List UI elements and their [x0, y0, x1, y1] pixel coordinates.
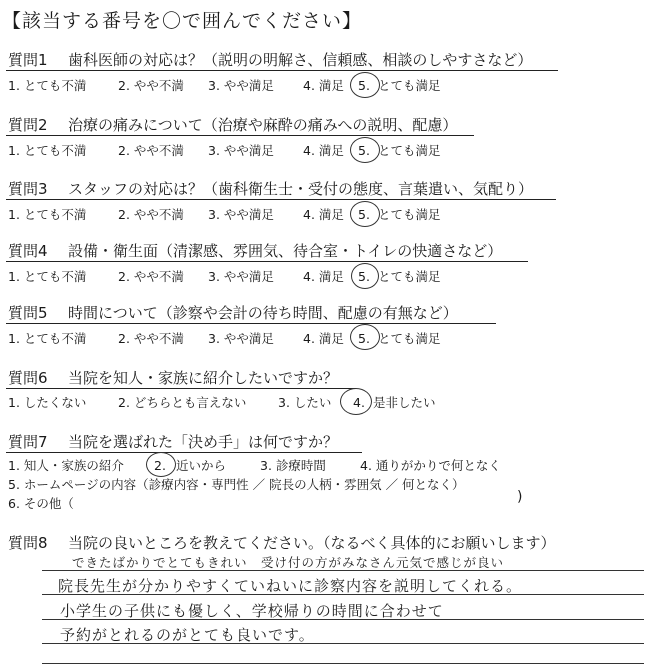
option-4[interactable]: 4. 満足	[303, 207, 344, 222]
option-6-other[interactable]: 6. その他（	[8, 496, 74, 511]
option-2[interactable]: 2. やや不満	[118, 331, 184, 346]
option-4[interactable]: 4. 満足	[303, 143, 344, 158]
option-1[interactable]: 1. とても不満	[8, 78, 87, 93]
selection-circle	[350, 201, 380, 227]
question-number: 質問4	[8, 242, 48, 260]
option-2[interactable]: 2. どちらとも言えない	[118, 395, 247, 410]
handwritten-answer-line-2: 院長先生が分かりやすくていねいに診察内容を説明してくれる。	[58, 577, 523, 595]
selection-circle	[350, 72, 380, 98]
question-underline	[6, 452, 362, 453]
handwritten-answer-line-1: できたばかりでとてもきれい 受け付の方がみなさん元気で感じが良い	[72, 555, 505, 570]
option-2[interactable]: 2. やや不満	[118, 269, 184, 284]
option-4[interactable]: 4.	[353, 395, 365, 410]
question-number: 質問7	[8, 433, 48, 451]
question-6	[8, 367, 338, 388]
question-number: 質問6	[8, 369, 48, 387]
question-number: 質問8	[8, 534, 48, 552]
option-4[interactable]: 4. 満足	[303, 269, 344, 284]
option-5[interactable]: 5.	[358, 331, 370, 346]
question-text: 当院を知人・家族に紹介したいですか？	[68, 369, 339, 387]
option-3[interactable]: 3. やや満足	[208, 143, 274, 158]
option-5[interactable]: 5.	[358, 78, 370, 93]
option-2[interactable]: 2.	[154, 458, 166, 473]
question-underline	[6, 199, 556, 200]
answer-line	[42, 663, 644, 664]
option-5-label: とても満足	[378, 78, 441, 93]
question-underline	[6, 261, 528, 262]
option-5-label: とても満足	[378, 331, 441, 346]
option-4[interactable]: 4. 満足	[303, 331, 344, 346]
option-1[interactable]: 1. とても不満	[8, 331, 87, 346]
question-8	[8, 532, 556, 553]
option-1[interactable]: 1. とても不満	[8, 143, 87, 158]
option-5-label: とても満足	[378, 207, 441, 222]
selection-circle	[146, 452, 176, 477]
option-4[interactable]: 4. 満足	[303, 78, 344, 93]
selection-circle	[350, 324, 380, 350]
option-4[interactable]: 4. 通りがかりで何となく	[360, 458, 501, 473]
question-text: 時間について（診察や会計の待ち時間、配慮の有無など）	[68, 304, 458, 322]
question-number: 質問5	[8, 304, 48, 322]
question-underline	[6, 388, 356, 389]
option-2-label: 近いから	[176, 458, 227, 473]
option-5-label: とても満足	[378, 269, 441, 284]
question-number: 質問1	[8, 51, 48, 69]
question-7	[8, 431, 338, 452]
option-1[interactable]: 1. とても不満	[8, 207, 87, 222]
question-text: 歯科医師の対応は？（説明の明解さ、信頼感、相談のしやすさなど）	[68, 51, 533, 69]
option-3[interactable]: 3. やや満足	[208, 78, 274, 93]
option-5[interactable]: 5.	[358, 269, 370, 284]
option-3[interactable]: 3. やや満足	[208, 207, 274, 222]
option-2[interactable]: 2. やや不満	[118, 78, 184, 93]
question-2	[8, 114, 457, 135]
question-underline	[6, 70, 558, 71]
option-5-label: とても満足	[378, 143, 441, 158]
question-text: 治療の痛みについて（治療や麻酔の痛みへの説明、配慮）	[68, 116, 458, 134]
option-3[interactable]: 3. 診療時間	[260, 458, 326, 473]
question-text: 設備・衛生面（清潔感、雰囲気、待合室・トイレの快適さなど）	[68, 242, 503, 260]
instruction-header: 【該当する番号を〇で囲んでください】	[2, 10, 363, 32]
question-3	[8, 178, 533, 199]
question-1	[8, 49, 532, 70]
option-5[interactable]: 5.	[358, 143, 370, 158]
question-number: 質問3	[8, 180, 48, 198]
selection-circle	[350, 137, 380, 163]
answer-options-7	[8, 456, 501, 474]
question-text: 当院を選ばれた「決め手」は何ですか？	[68, 433, 339, 451]
handwritten-answer-line-4: 予約がとれるのがとても良いです。	[60, 626, 315, 644]
question-text: スタッフの対応は？（歯科衛生士・受付の態度、言葉遣い、気配り）	[68, 180, 534, 198]
question-underline	[6, 135, 474, 136]
option-2[interactable]: 2. やや不満	[118, 143, 184, 158]
question-underline	[6, 323, 496, 324]
option-5[interactable]: 5.	[358, 207, 370, 222]
selection-circle	[340, 388, 372, 415]
option-1[interactable]: 1. とても不満	[8, 269, 87, 284]
option-3[interactable]: 3. したい	[278, 395, 332, 410]
option-2[interactable]: 2. やや不満	[118, 207, 184, 222]
option-3[interactable]: 3. やや満足	[208, 269, 274, 284]
question-4	[8, 240, 502, 261]
option-3[interactable]: 3. やや満足	[208, 331, 274, 346]
question-text: 当院の良いところを教えてください。（なるべく具体的にお願いします）	[68, 534, 556, 552]
question-number: 質問2	[8, 116, 48, 134]
selection-circle	[351, 263, 379, 289]
option-1[interactable]: 1. 知人・家族の紹介	[8, 458, 124, 473]
option-4-label: 是非したい	[373, 395, 436, 410]
other-close-paren: )	[517, 489, 523, 505]
handwritten-answer-line-3: 小学生の子供にも優しく、学校帰りの時間に合わせて	[60, 602, 444, 620]
question-5	[8, 302, 458, 323]
option-5-homepage[interactable]: 5. ホームページの内容（診療内容・専門性 ／ 院長の人柄・雰囲気 ／ 何となく）	[8, 477, 465, 492]
option-1[interactable]: 1. したくない	[8, 395, 87, 410]
